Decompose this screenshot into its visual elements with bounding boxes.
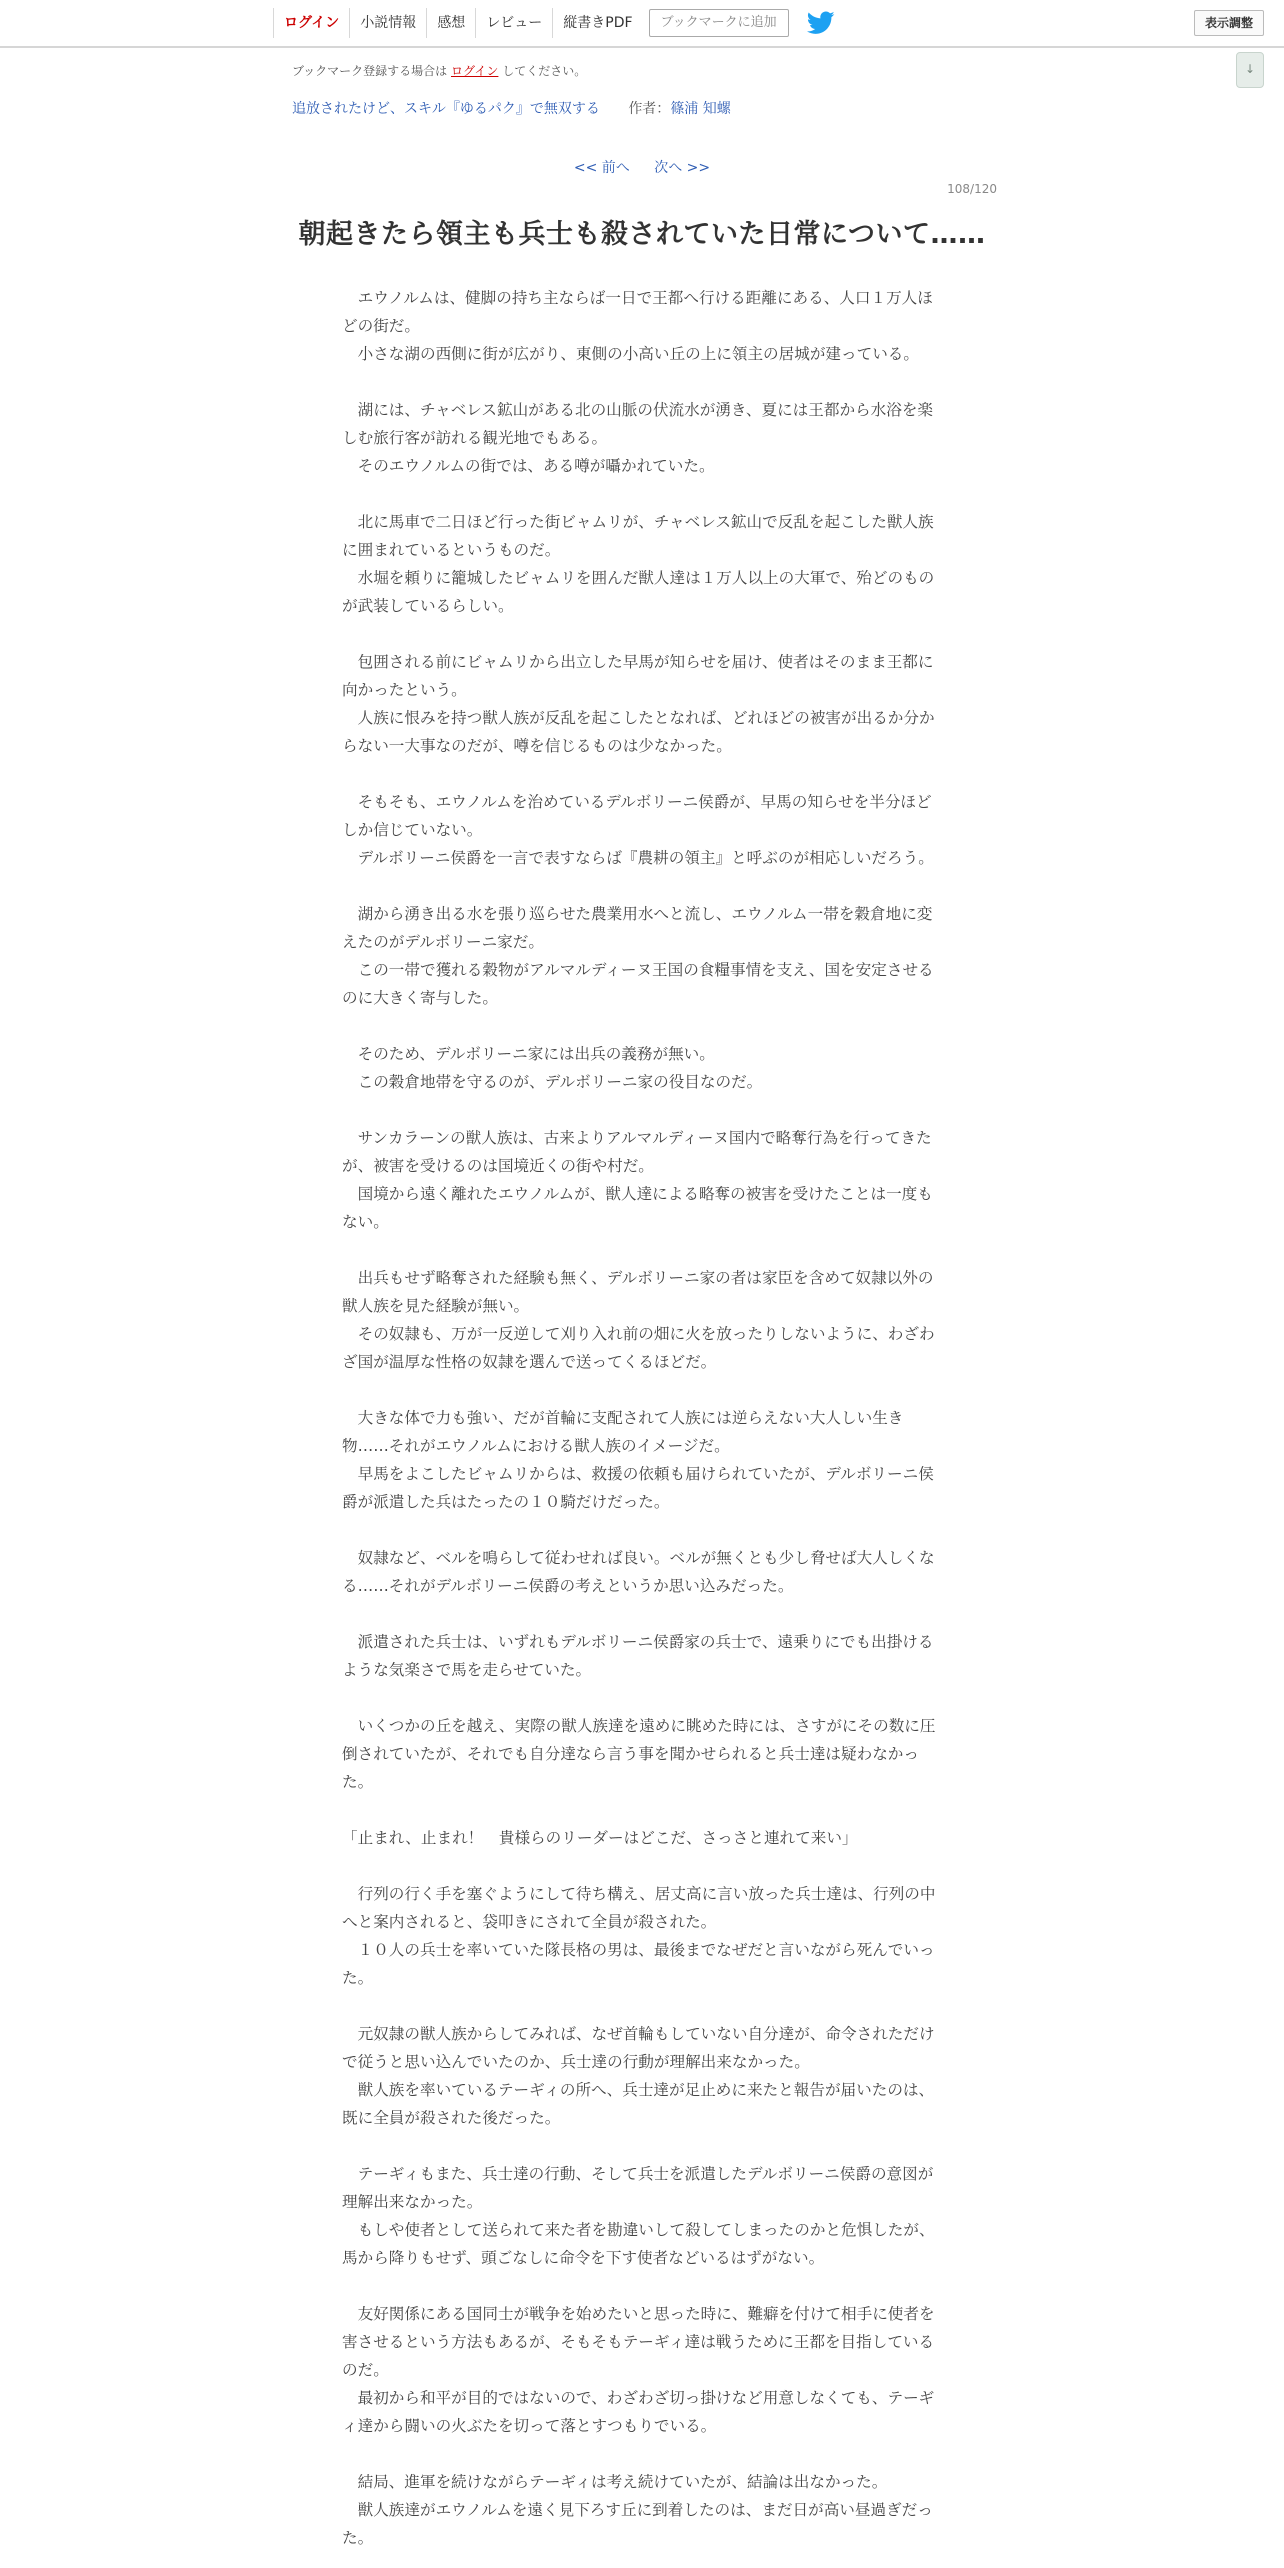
chapter-pager [0, 157, 1284, 177]
body-paragraph: 結局、進軍を続けながらテーギィは考え続けていたが、結論は出なかった。 [342, 2473, 888, 2491]
body-paragraph: 大きな体で力も強い、だが首輪に支配されて人族には逆らえない大人しい生き物……それがエウノルムにおける獣人族のイメージだ。 [342, 1409, 904, 1455]
blank-line [342, 2132, 942, 2160]
top-navigation-bar [0, 0, 1284, 48]
body-paragraph: デルボリーニ侯爵を一言で表すならば『農耕の領主』と呼ぶのが相応しいだろう。 [342, 849, 934, 867]
nav-menu [273, 8, 835, 38]
blank-line [342, 620, 942, 648]
display-settings-button[interactable]: 表示調整 [1194, 10, 1264, 36]
author-name-link[interactable]: 篠浦 知螺 [670, 101, 731, 117]
body-paragraph: そのため、デルボリーニ家には出兵の義務が無い。 [342, 1045, 715, 1063]
blank-line [342, 1236, 942, 1264]
blank-line [342, 760, 942, 788]
body-paragraph: この一帯で獲れる穀物がアルマルディーヌ王国の食糧事情を支え、国を安定させるのに大きく寄与した。 [342, 961, 934, 1007]
body-paragraph: 小さな湖の西側に街が広がり、東側の小高い丘の上に領主の居城が建っている。 [342, 345, 919, 363]
body-paragraph: 包囲される前にビャムリから出立した早馬が知らせを届け、使者はそのまま王都に向かったという。 [342, 653, 934, 699]
body-paragraph: その奴隷も、万が一反逆して刈り入れ前の畑に火を放ったりしないように、わざわざ国が温厚な性格の奴隷を選んで送ってくるほどだ。 [342, 1325, 935, 1371]
blank-line [342, 2440, 942, 2468]
novel-title-link[interactable]: 追放されたけど、スキル『ゆるパク』で無双する [292, 101, 600, 117]
body-paragraph: サンカラーンの獣人族は、古来よりアルマルディーヌ国内で略奪行為を行ってきたが、被害を受けるのは国境近くの街や村だ。 [342, 1129, 932, 1175]
scroll-down-button[interactable]: ↓ [1236, 52, 1264, 88]
author-label: 作者： [628, 101, 671, 117]
body-paragraph: 最初から和平が目的ではないので、わざわざ切っ掛けなど用意しなくても、テーギィ達から闘いの火ぶたを切って落とすつもりでいる。 [342, 2389, 935, 2435]
body-paragraph: 国境から遠く離れたエウノルムが、獣人達による略奪の被害を受けたことは一度もない。 [342, 1185, 933, 1231]
blank-line [342, 1516, 942, 1544]
impressions-link[interactable]: 感想 [426, 8, 475, 38]
notice-suffix: してください。 [502, 64, 587, 78]
body-paragraph: 獣人族達がエウノルムを遠く見下ろす丘に到着したのは、まだ日が高い昼過ぎだった。 [342, 2501, 933, 2547]
body-paragraph: 人族に恨みを持つ獣人族が反乱を起こしたとなれば、どれほどの被害が出るか分からない一大事なのだが、噂を信じるものは少なかった。 [342, 709, 935, 755]
body-paragraph: エウノルムは、健脚の持ち主ならば一日で王都へ行ける距離にある、人口１万人ほどの街だ。 [342, 289, 933, 335]
body-paragraph: 湖から湧き出る水を張り巡らせた農業用水へと流し、エウノルム一帯を穀倉地に変えたのがデルボリーニ家だ。 [342, 905, 933, 951]
body-paragraph: 出兵もせず略奪された経験も無く、デルボリーニ家の者は家臣を含めて奴隷以外の獣人族を見た経験が無い。 [342, 1269, 934, 1315]
body-paragraph: 北に馬車で二日ほど行った街ビャムリが、チャベレス鉱山で反乱を起こした獣人族に囲まれているというものだ。 [342, 513, 934, 559]
blank-line [342, 368, 942, 396]
notice-prefix: ブックマーク登録する場合は [292, 64, 448, 78]
notice-login-link[interactable]: ログイン [451, 64, 499, 78]
body-paragraph: 行列の行く手を塞ぐようにして待ち構え、居丈高に言い放った兵士達は、行列の中へと案内されると、袋叩きにされて全員が殺された。 [342, 1885, 936, 1931]
chapter-body [342, 284, 942, 2552]
bookmark-login-notice [292, 62, 586, 79]
vertical-pdf-link[interactable]: 縦書きPDF [552, 8, 642, 38]
prev-chapter-link[interactable]: << 前へ [573, 160, 630, 176]
twitter-icon[interactable] [807, 11, 835, 35]
blank-line [342, 1796, 942, 1824]
add-bookmark-button[interactable]: ブックマークに追加 [649, 9, 789, 37]
blank-line [342, 1600, 942, 1628]
blank-line [342, 1096, 942, 1124]
body-paragraph: 「止まれ、止まれ！ 貴様らのリーダーはどこだ、さっさと連れて来い」 [342, 1829, 858, 1847]
body-paragraph: 奴隷など、ベルを鳴らして従わせれば良い。ベルが無くとも少し脅せば大人しくなる……それがデルボリーニ侯爵の考えというか思い込みだった。 [342, 1549, 935, 1595]
body-paragraph: 水堀を頼りに籠城したビャムリを囲んだ獣人達は１万人以上の大軍で、殆どのものが武装しているらしい。 [342, 569, 935, 615]
body-paragraph: 元奴隷の獣人族からしてみれば、なぜ首輪もしていない自分達が、命令されただけで従うと思い込んでいたのか、兵士達の行動が理解出来なかった。 [342, 2025, 935, 2071]
review-link[interactable]: レビュー [475, 8, 552, 38]
body-paragraph: テーギィもまた、兵士達の行動、そして兵士を派遣したデルボリーニ侯爵の意図が理解出来なかった。 [342, 2165, 934, 2211]
login-link[interactable]: ログイン [273, 8, 349, 38]
blank-line [342, 872, 942, 900]
novel-info-line [292, 98, 731, 118]
body-paragraph: そもそも、エウノルムを治めているデルボリーニ侯爵が、早馬の知らせを半分ほどしか信じていない。 [342, 793, 932, 839]
body-paragraph: いくつかの丘を越え、実際の獣人族達を遠めに眺めた時には、さすがにその数に圧倒されていたが、それでも自分達なら言う事を聞かせられると兵士達は疑わなかった。 [342, 1717, 936, 1791]
blank-line [342, 480, 942, 508]
next-chapter-link[interactable]: 次へ >> [654, 160, 711, 176]
body-paragraph: 友好関係にある国同士が戦争を始めたいと思った時に、難癖を付けて相手に使者を害させるという方法もあるが、そもそもテーギィ達は戦うために王都を目指しているのだ。 [342, 2305, 935, 2379]
chapter-title: 朝起きたら領主も兵士も殺されていた日常について…… [298, 219, 986, 250]
chapter-number: 108/120 [947, 182, 997, 196]
blank-line [342, 2272, 942, 2300]
blank-line [342, 1992, 942, 2020]
blank-line [342, 1376, 942, 1404]
body-paragraph: 湖には、チャベレス鉱山がある北の山脈の伏流水が湧き、夏には王都から水浴を楽しむ旅行客が訪れる観光地でもある。 [342, 401, 934, 447]
blank-line [342, 1852, 942, 1880]
blank-line [342, 1012, 942, 1040]
body-paragraph: 派遣された兵士は、いずれもデルボリーニ侯爵家の兵士で、遠乗りにでも出掛けるような気楽さで馬を走らせていた。 [342, 1633, 934, 1679]
body-paragraph: そのエウノルムの街では、ある噂が囁かれていた。 [342, 457, 715, 475]
body-paragraph: 早馬をよこしたビャムリからは、救援の依頼も届けられていたが、デルボリーニ侯爵が派遣した兵はたったの１０騎だけだった。 [342, 1465, 934, 1511]
novel-info-link[interactable]: 小説情報 [349, 8, 426, 38]
body-paragraph: １０人の兵士を率いていた隊長格の男は、最後までなぜだと言いながら死んでいった。 [342, 1941, 935, 1987]
body-paragraph: もしや使者として送られて来た者を勘違いして殺してしまったのかと危惧したが、馬から降りもせず、頭ごなしに命令を下す使者などいるはずがない。 [342, 2221, 935, 2267]
blank-line [342, 1684, 942, 1712]
body-paragraph: 獣人族を率いているテーギィの所へ、兵士達が足止めに来たと報告が届いたのは、既に全員が殺された後だった。 [342, 2081, 935, 2127]
body-paragraph: この穀倉地帯を守るのが、デルボリーニ家の役目なのだ。 [342, 1073, 763, 1091]
